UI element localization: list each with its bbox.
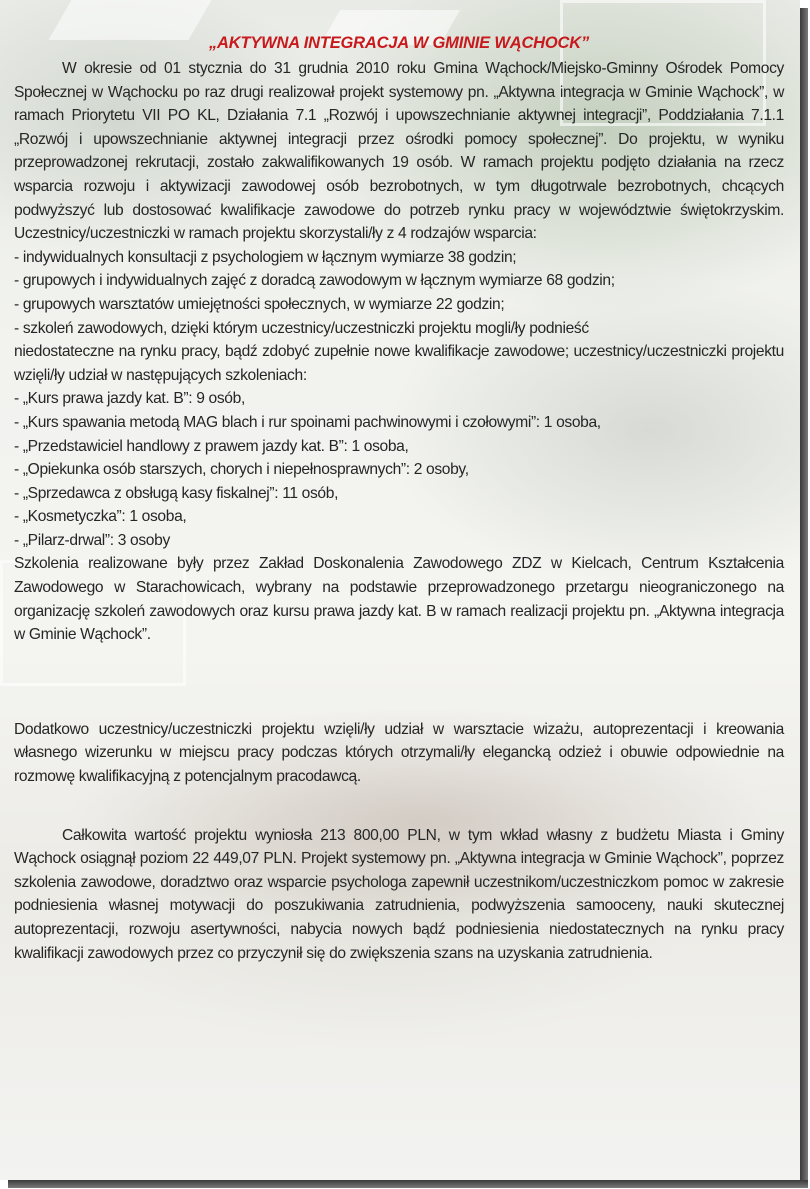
support-item: - indywidualnych konsultacji z psychologiem w łącznym wymiarze 38 godzin; bbox=[14, 248, 517, 266]
intro-paragraph: W okresie od 01 stycznia do 31 grudnia 2010 roku Gmina Wąchock/Miejsko-Gminny Ośrodek Pomocy Społecznej w Wąchocku po raz drugi realizował projekt systemowy pn. „Aktywna integracja w Gminie Wąchock”, w ramach Priorytetu VII PO KL, Działania 7.1 „Rozwój i upowszechnianie aktywnej integracji”, Poddziałania 7.1.1 „Rozwój i upowszechnianie aktywnej integracji przez ośrodki pomocy społecznej”. Do projektu, w wyniku przeprowadzonej rekrutacji, zostało zakwalifikowanych 19 osób. W ramach projektu podjęto działania na rzecz wsparcia rozwoju i aktywizacji zawodowej osób bezrobotnych, w tym długotrwale bezrobotnych, chcących podwyższyć lub dostosować kwalifikacje zawodowe do potrzeb rynku pracy w województwie świętokrzyskim. Uczestnicy/uczestniczki w ramach projektu skorzystali/ły z 4 rodzajów wsparcia: bbox=[14, 60, 784, 243]
support-item: - szkoleń zawodowych, dzięki którym uczestnicy/uczestniczki projektu mogli/ły podnieść bbox=[14, 319, 589, 337]
training-item: - „Kurs prawa jazdy kat. B”: 9 osób, bbox=[14, 390, 245, 408]
page-title: „AKTYWNA INTEGRACJA W GMINIE WĄCHOCK” bbox=[208, 34, 590, 52]
training-item: - „Przedstawiciel handlowy z prawem jazdy kat. B”: 1 osoba, bbox=[14, 437, 409, 455]
frame-shadow-bottom bbox=[8, 1180, 808, 1188]
training-item: - „Kosmetyczka”: 1 osoba, bbox=[14, 508, 187, 526]
spacer bbox=[14, 789, 784, 824]
providers-paragraph: Szkolenia realizowane były przez Zakład Doskonalenia Zawodowego ZDZ w Kielcach, Centrum Kształcenia Zawodowego w Starachowicach, wybrany na podstawie przeprowadzonego przetargu nieograniczonego na organizację szkoleń zawodowych oraz kursu prawa jazdy kat. B w ramach realizacji projektu pn. „Aktywna integracja w Gminie Wąchock”. bbox=[14, 555, 784, 644]
frame-shadow-right bbox=[800, 8, 808, 1188]
support-item: - grupowych warsztatów umiejętności społecznych, w wymiarze 22 godzin; bbox=[14, 295, 505, 313]
workshop-paragraph: Dodatkowo uczestnicy/uczestniczki projektu wzięli/ły udział w warsztacie wizażu, autoprezentacji i kreowania własnego wizerunku w miejscu pracy podczas których otrzymali/ły elegancką odzież i obuwie odpowiednie na rozmowę kwalifikacyjną z potencjalnym pracodawcą. bbox=[14, 720, 784, 786]
training-item: - „Sprzedawca z obsługą kasy fiskalnej”: 11 osób, bbox=[14, 484, 339, 502]
spacer bbox=[14, 647, 784, 718]
training-item: - „Pilarz-drwal”: 3 osoby bbox=[14, 531, 170, 549]
training-item: - „Kurs spawania metodą MAG blach i rur spoinami pachwinowymi i czołowymi”: 1 osoba, bbox=[14, 413, 601, 431]
article-body bbox=[14, 33, 784, 965]
training-item: - „Opiekunka osób starszych, chorych i niepełnosprawnych”: 2 osoby, bbox=[14, 461, 469, 479]
training-intro: niedostateczne na rynku pracy, bądź zdobyć zupełnie nowe kwalifikacje zawodowe; uczestnicy/uczestniczki projektu wzięli/ły udział w następujących szkoleniach: bbox=[14, 343, 784, 384]
summary-paragraph: Całkowita wartość projektu wyniosła 213 800,00 PLN, w tym wkład własny z budżetu Miasta i Gminy Wąchock osiągnął poziom 22 449,07 PLN. Projekt systemowy pn. „Aktywna integracja w Gminie Wąchock”, poprzez szkolenia zawodowe, doradztwo oraz wsparcie psychologa zapewnił uczestnikom/uczestniczkom pomoc w zakresie podniesienia własnej motywacji do poszukiwania zatrudnienia, podwyższenia samooceny, nauki skutecznej autoprezentacji, rozwoju asertywności, nabycia nowych bądź podniesienia niedostatecznych na rynku pracy kwalifikacji zawodowych przez co przyczynił się do zwiększenia szans na uzyskania zatrudnienia. bbox=[14, 826, 784, 962]
support-item: - grupowych i indywidualnych zajęć z doradcą zawodowym w łącznym wymiarze 68 godzin; bbox=[14, 272, 615, 290]
